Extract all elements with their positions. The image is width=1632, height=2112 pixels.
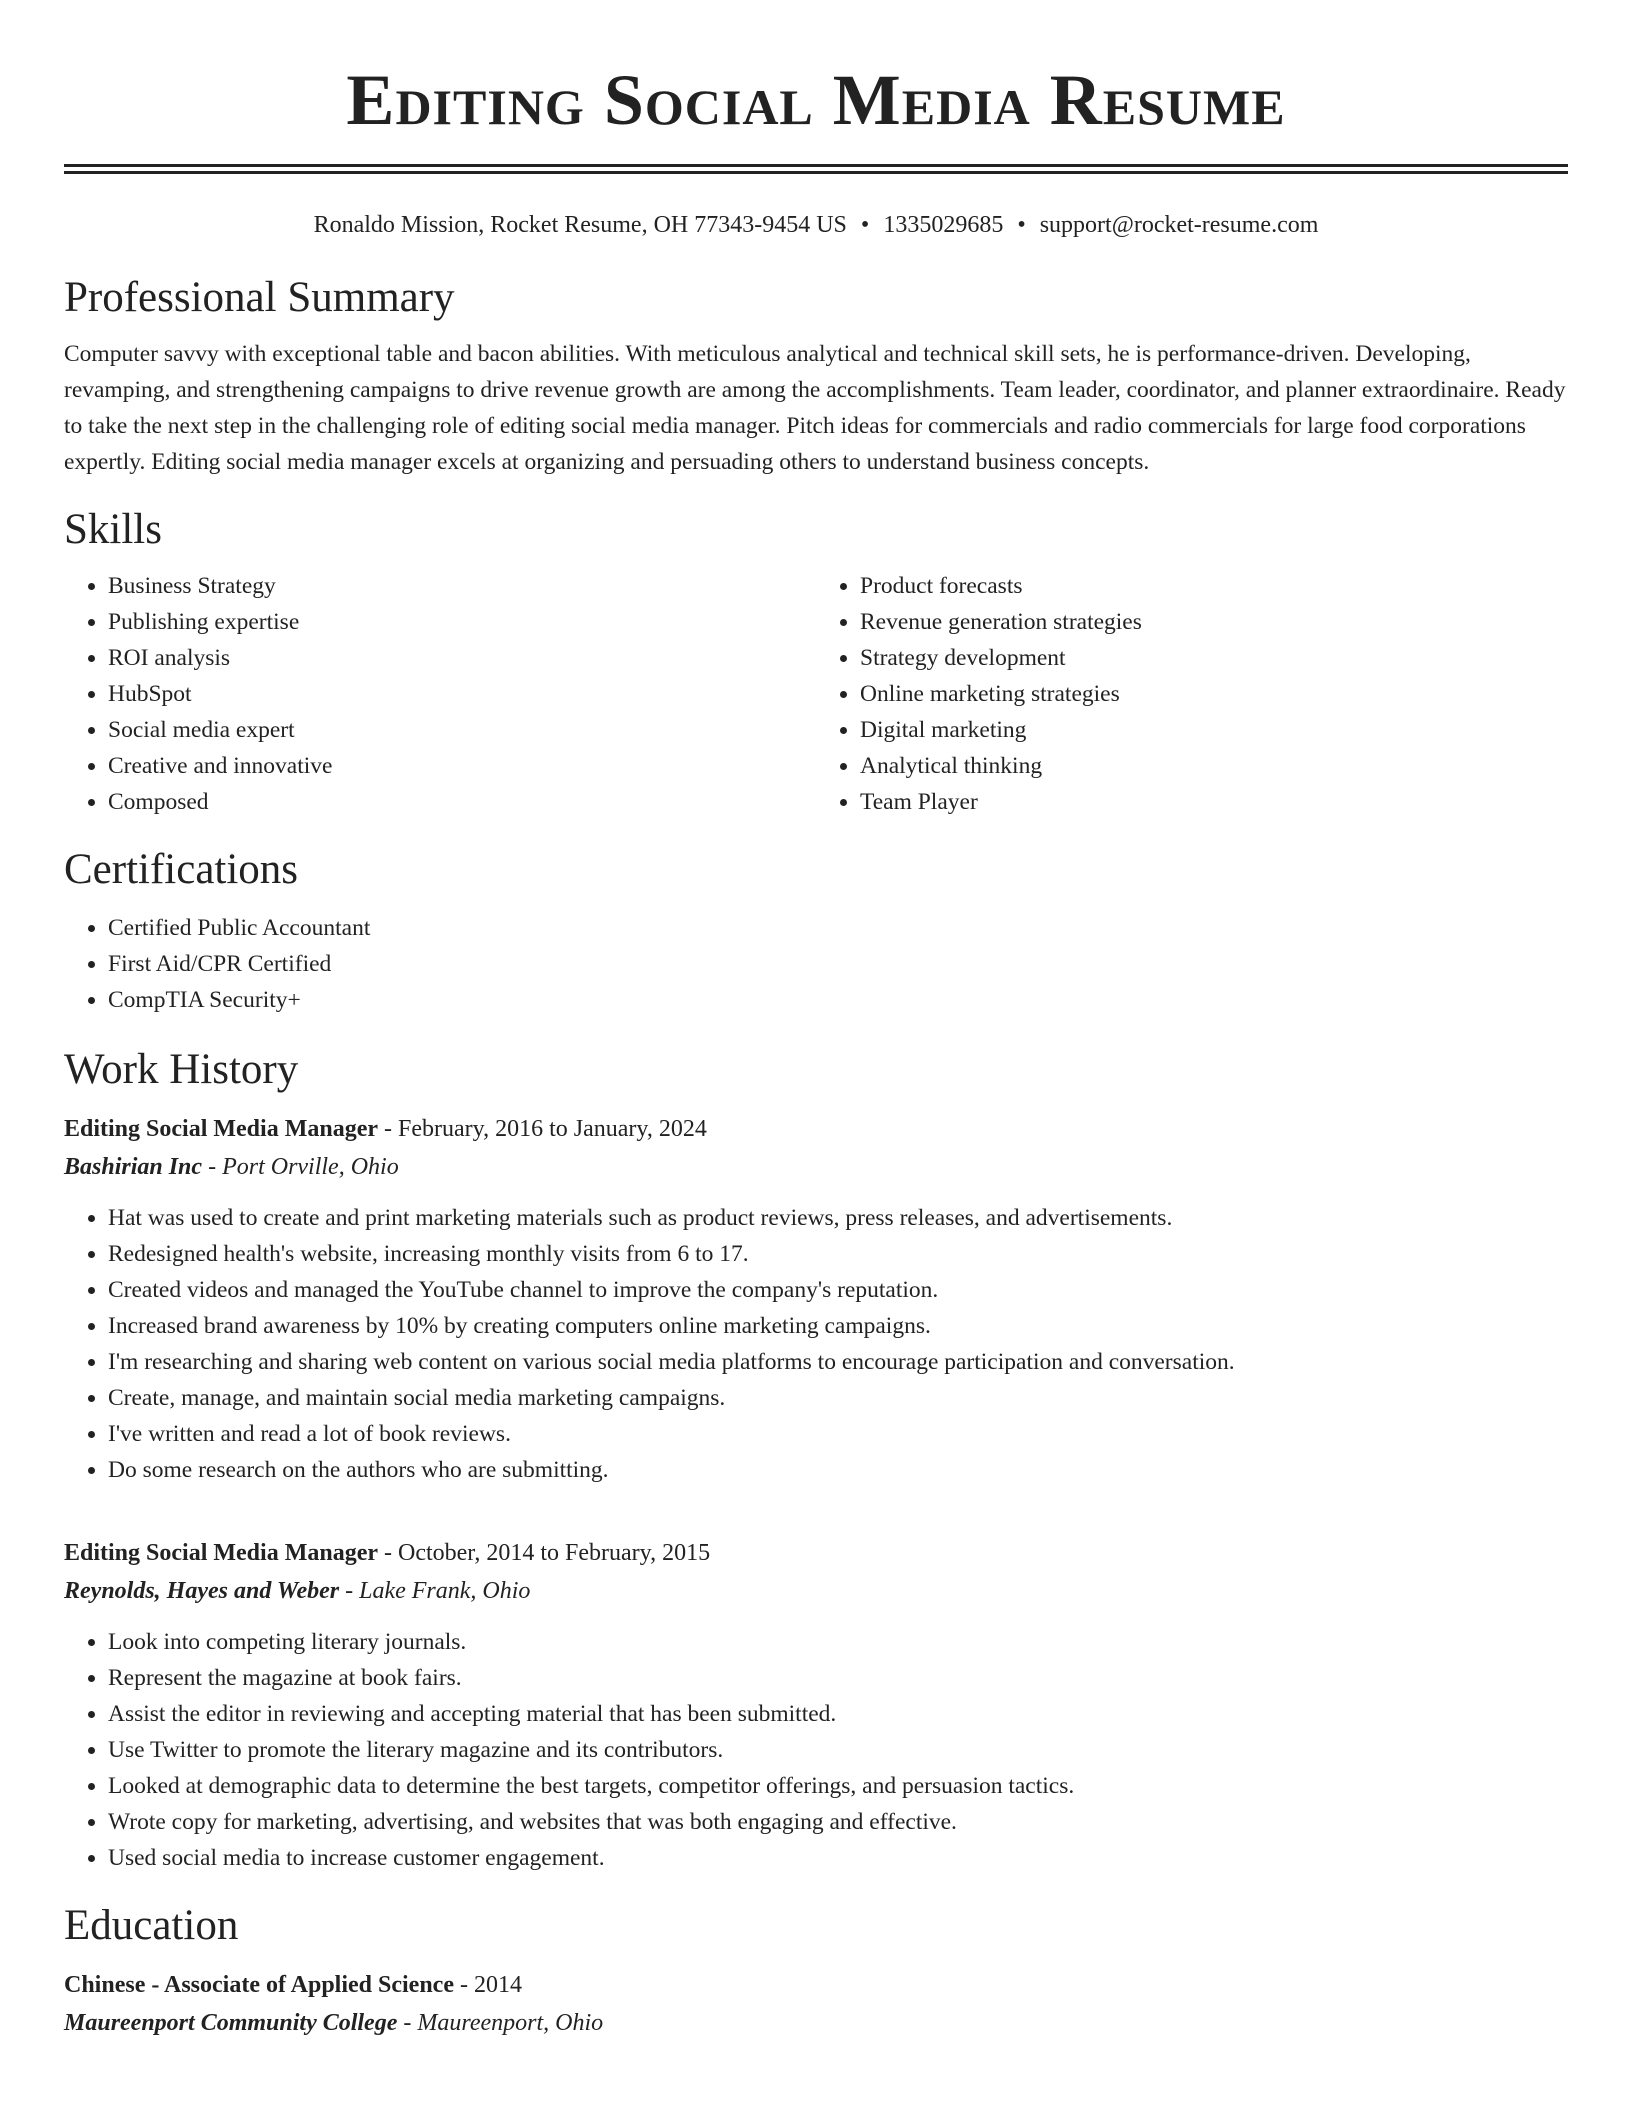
job-bullet: • Assist the editor in reviewing and accepting material that has been submitted. [108, 1696, 1568, 1732]
skill-item: • HubSpot [108, 676, 816, 712]
job-bullet: • Increased brand awareness by 10% by creating computers online marketing campaigns. [108, 1308, 1568, 1344]
skill-item: • Strategy development [860, 640, 1568, 676]
work-history-heading: Work History [64, 1046, 299, 1093]
job-title: Editing Social Media Manager [64, 1540, 378, 1566]
job-bullets [64, 1624, 1568, 1876]
company-name: Bashirian Inc [64, 1154, 203, 1180]
education-heading: Education [64, 1902, 239, 1949]
contact-separator: • [860, 212, 870, 238]
degree-year: 2014 [474, 1972, 522, 1998]
skill-item: • Social media expert [108, 712, 816, 748]
skill-item: • Business Strategy [108, 568, 816, 604]
certification-item: • Certified Public Accountant [108, 910, 1568, 946]
contact-phone: 1335029685 [883, 212, 1004, 238]
skill-item: • ROI analysis [108, 640, 816, 676]
skill-item: • Analytical thinking [860, 748, 1568, 784]
job-bullet: • I've written and read a lot of book reviews. [108, 1416, 1568, 1452]
skills-heading: Skills [64, 506, 162, 553]
job-entry [64, 1110, 1568, 1488]
job-bullet: • Create, manage, and maintain social media marketing campaigns. [108, 1380, 1568, 1416]
contact-address: Ronaldo Mission, Rocket Resume, OH 77343-9454 US [313, 212, 847, 238]
contact-separator: • [1017, 212, 1026, 238]
job-bullet: • I'm researching and sharing web content on various social media platforms to encourage participation and conversation. [108, 1344, 1568, 1380]
company-location: Port Orville, Ohio [222, 1154, 399, 1180]
certifications-list [64, 910, 1568, 1018]
job-bullet: • Wrote copy for marketing, advertising, and websites that was both engaging and effective. [108, 1804, 1568, 1840]
degree-name: Chinese - Associate of Applied Science [64, 1972, 454, 1998]
job-title: Editing Social Media Manager [64, 1116, 378, 1142]
company-line: Bashirian Inc - Port Orville, Ohio [64, 1154, 399, 1180]
company-line: Reynolds, Hayes and Weber - Lake Frank, Ohio [64, 1578, 531, 1604]
skill-item: • Publishing expertise [108, 604, 816, 640]
job-bullet: • Created videos and managed the YouTube channel to improve the company's reputation. [108, 1272, 1568, 1308]
certifications-heading: Certifications [64, 846, 299, 893]
contact-email: support@rocket-resume.com [1039, 212, 1319, 238]
skill-item: • Revenue generation strategies [860, 604, 1568, 640]
skill-item: • Product forecasts [860, 568, 1568, 604]
certification-item: • CompTIA Security+ [108, 982, 1568, 1018]
skill-item: • Team Player [860, 784, 1568, 820]
summary-heading: Professional Summary [64, 274, 455, 321]
title-divider [64, 164, 1568, 174]
degree-line: Chinese - Associate of Applied Science - 2014 [64, 1972, 522, 1998]
job-bullet: • Do some research on the authors who are submitting. [108, 1452, 1568, 1488]
job-bullets [64, 1200, 1568, 1488]
page-title: Editing Social Media Resume [346, 60, 1286, 140]
job-bullet: • Use Twitter to promote the literary magazine and its contributors. [108, 1732, 1568, 1768]
job-dates: February, 2016 to January, 2024 [398, 1116, 707, 1142]
job-title-line: Editing Social Media Manager - February, 2016 to January, 2024 [64, 1116, 707, 1142]
job-bullet: • Hat was used to create and print marketing materials such as product reviews, press releases, and advertisements. [108, 1200, 1568, 1236]
job-entry [64, 1534, 1568, 1876]
certification-item: • First Aid/CPR Certified [108, 946, 1568, 982]
skill-item: • Online marketing strategies [860, 676, 1568, 712]
skills-right-list [816, 568, 1568, 820]
school-name: Maureenport Community College [64, 2010, 398, 2036]
job-dates: October, 2014 to February, 2015 [398, 1540, 711, 1566]
education-entry [64, 1966, 1568, 2042]
skills-columns [64, 568, 1568, 820]
company-location: Lake Frank, Ohio [359, 1578, 531, 1604]
school-location: Maureenport, Ohio [417, 2010, 604, 2036]
job-title-line: Editing Social Media Manager - October, 2014 to February, 2015 [64, 1540, 711, 1566]
summary-text: Computer savvy with exceptional table and bacon abilities. With meticulous analytical and technical skill sets, he is performance-driven. Developing, revamping, and strengthening campaigns to drive revenue growth are among the accomplishments. Team leader, coordinator, and planner extraordinaire. Ready to take the next step in the challenging role of editing social media manager. Pitch ideas for commercials and radio commercials for large food corporations expertly. Editing social media manager excels at organizing and persuading others to understand business concepts. [64, 341, 1566, 475]
skill-item: • Digital marketing [860, 712, 1568, 748]
job-bullet: • Redesigned health's website, increasing monthly visits from 6 to 17. [108, 1236, 1568, 1272]
skill-item: • Creative and innovative [108, 748, 816, 784]
company-name: Reynolds, Hayes and Weber [64, 1578, 340, 1604]
contact-line [64, 210, 1568, 240]
skill-item: • Composed [108, 784, 816, 820]
job-bullet: • Look into competing literary journals. [108, 1624, 1568, 1660]
school-line: Maureenport Community College - Maureenport, Ohio [64, 2010, 604, 2036]
skills-left-list [64, 568, 816, 820]
job-bullet: • Looked at demographic data to determine the best targets, competitor offerings, and persuasion tactics. [108, 1768, 1568, 1804]
job-bullet: • Represent the magazine at book fairs. [108, 1660, 1568, 1696]
job-bullet: • Used social media to increase customer engagement. [108, 1840, 1568, 1876]
